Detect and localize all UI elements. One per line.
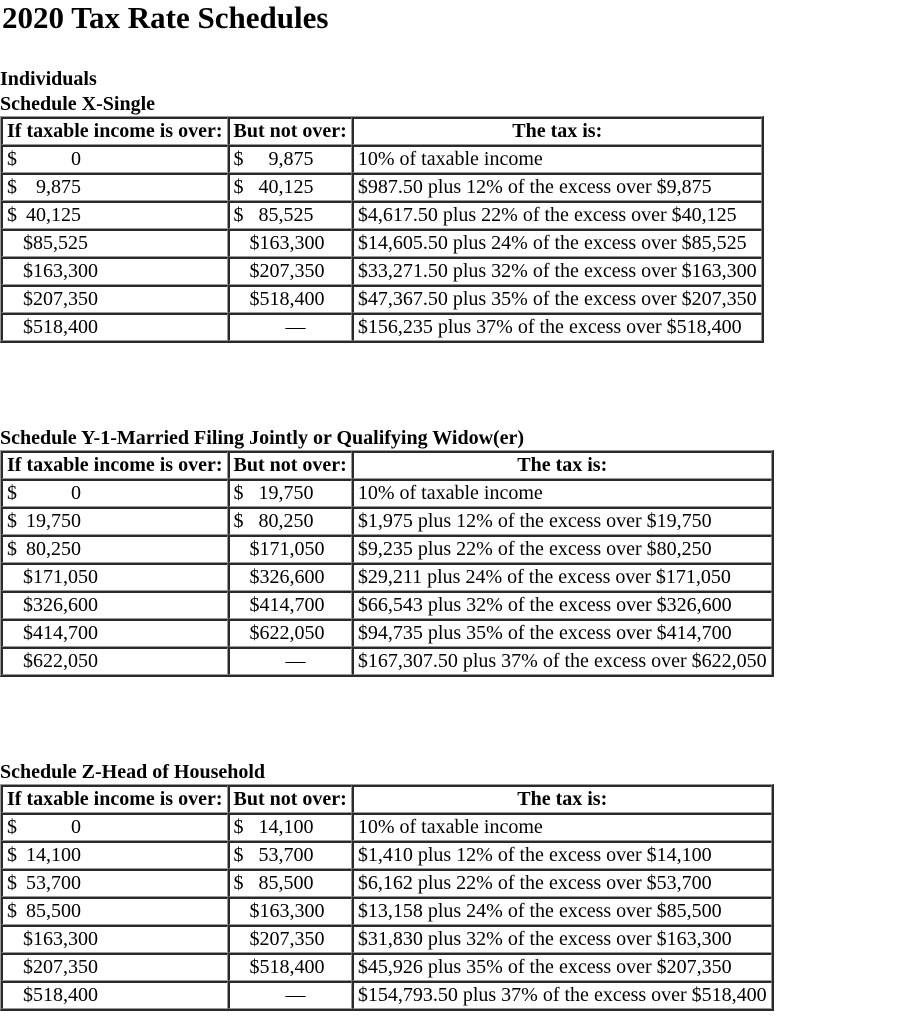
schedule-x [0, 92, 764, 343]
amount-value: $518,400 [249, 288, 325, 310]
header-but-not-over: But not over: [228, 117, 352, 145]
currency-symbol: $ [7, 844, 17, 866]
table-header-row [1, 785, 772, 813]
cell-income-over [1, 869, 228, 897]
amount-value: 9,875 [36, 176, 81, 198]
amount-value: 0 [71, 482, 81, 504]
cell-tax-is: $167,307.50 plus 37% of the excess over $622,050 [352, 647, 772, 675]
cell-but-not-over [228, 981, 352, 1009]
cell-income-over [1, 591, 228, 619]
table-row [1, 953, 772, 981]
cell-but-not-over [228, 257, 352, 285]
cell-but-not-over [228, 619, 352, 647]
cell-tax-is: $13,158 plus 24% of the excess over $85,500 [352, 897, 772, 925]
amount [7, 621, 98, 646]
table-row [1, 257, 762, 285]
cell-income-over [1, 535, 228, 563]
amount [234, 565, 325, 590]
cell-tax-is: $154,793.50 plus 37% of the excess over $518,400 [352, 981, 772, 1009]
table-row [1, 647, 772, 675]
currency-symbol: $ [233, 148, 244, 170]
amount [7, 927, 98, 952]
currency-symbol: $ [233, 510, 244, 532]
header-tax-is: The tax is: [352, 451, 772, 479]
amount [234, 815, 314, 840]
amount-value: $518,400 [23, 984, 98, 1006]
tax-rate-table [0, 116, 764, 343]
amount-value: $85,525 [23, 232, 88, 254]
amount-value: $414,700 [23, 622, 98, 644]
cell-but-not-over [228, 563, 352, 591]
cell-income-over [1, 173, 228, 201]
amount-value: $518,400 [23, 316, 98, 338]
currency-symbol: $ [233, 482, 244, 504]
section-heading: Individuals [0, 68, 97, 90]
table-row [1, 563, 772, 591]
header-but-not-over: But not over: [228, 451, 352, 479]
amount-value: 85,525 [258, 204, 314, 226]
table-row [1, 285, 762, 313]
amount [7, 593, 98, 618]
amount [7, 815, 81, 840]
amount-value: $171,050 [23, 566, 98, 588]
cell-but-not-over [228, 535, 352, 563]
table-row [1, 813, 772, 841]
table-row [1, 173, 762, 201]
cell-but-not-over [228, 813, 352, 841]
amount-value: 0 [71, 816, 81, 838]
cell-but-not-over [228, 591, 352, 619]
currency-symbol: $ [233, 872, 244, 894]
amount-value: 14,100 [258, 816, 314, 838]
currency-symbol: $ [7, 176, 17, 198]
header-income-over: If taxable income is over: [1, 117, 228, 145]
amount [234, 593, 325, 618]
amount [7, 315, 98, 340]
amount-value: $622,050 [249, 622, 325, 644]
table-row [1, 507, 772, 535]
cell-income-over [1, 479, 228, 507]
cell-but-not-over [228, 201, 352, 229]
header-but-not-over: But not over: [228, 785, 352, 813]
cell-but-not-over [228, 313, 352, 341]
amount-value: $163,300 [249, 900, 325, 922]
amount [7, 175, 81, 200]
amount [234, 649, 314, 674]
cell-but-not-over [228, 507, 352, 535]
cell-but-not-over [228, 285, 352, 313]
cell-tax-is: $66,543 plus 32% of the excess over $326,600 [352, 591, 772, 619]
cell-tax-is: $29,211 plus 24% of the excess over $171,050 [352, 563, 772, 591]
amount [234, 175, 314, 200]
amount [7, 899, 81, 924]
cell-but-not-over [228, 841, 352, 869]
schedule-title: Schedule Y-1-Married Filing Jointly or Qualifying Widow(er) [0, 427, 525, 449]
cell-but-not-over [228, 897, 352, 925]
amount [234, 955, 325, 980]
header-income-over: If taxable income is over: [1, 451, 228, 479]
amount-value: $163,300 [23, 928, 98, 950]
tax-rate-table [0, 784, 774, 1011]
amount [7, 509, 81, 534]
table-row [1, 981, 772, 1009]
currency-symbol: $ [7, 482, 17, 504]
amount [7, 481, 81, 506]
schedule-title: Schedule X-Single [0, 93, 156, 115]
amount-value: 14,100 [26, 844, 81, 866]
amount [7, 871, 81, 896]
header-income-over: If taxable income is over: [1, 785, 228, 813]
amount [234, 147, 314, 172]
amount-value: 53,700 [26, 872, 81, 894]
currency-symbol: $ [233, 844, 244, 866]
amount [234, 899, 325, 924]
schedule-y1 [0, 426, 774, 677]
currency-symbol: $ [7, 204, 17, 226]
amount [7, 843, 81, 868]
currency-symbol: $ [7, 510, 17, 532]
amount-value: $518,400 [249, 956, 325, 978]
cell-income-over [1, 619, 228, 647]
amount [234, 621, 325, 646]
amount-value: — [285, 316, 306, 338]
cell-tax-is: $31,830 plus 32% of the excess over $163,300 [352, 925, 772, 953]
cell-tax-is: 10% of taxable income [352, 479, 772, 507]
cell-income-over [1, 257, 228, 285]
amount [7, 147, 81, 172]
cell-tax-is: $156,235 plus 37% of the excess over $518,400 [352, 313, 762, 341]
currency-symbol: $ [233, 204, 244, 226]
amount [7, 565, 98, 590]
table-row [1, 925, 772, 953]
amount-value: $326,600 [23, 594, 98, 616]
amount [234, 231, 325, 256]
amount-value: $326,600 [249, 566, 325, 588]
cell-but-not-over [228, 145, 352, 173]
cell-tax-is: 10% of taxable income [352, 813, 772, 841]
amount [7, 983, 98, 1008]
cell-tax-is: $4,617.50 plus 22% of the excess over $40,125 [352, 201, 762, 229]
amount-value: 80,250 [26, 538, 81, 560]
cell-tax-is: $94,735 plus 35% of the excess over $414,700 [352, 619, 772, 647]
table-row [1, 897, 772, 925]
currency-symbol: $ [233, 816, 244, 838]
cell-income-over [1, 145, 228, 173]
amount [7, 537, 81, 562]
cell-income-over [1, 507, 228, 535]
currency-symbol: $ [7, 816, 17, 838]
cell-but-not-over [228, 229, 352, 257]
amount [7, 259, 98, 284]
amount [234, 927, 325, 952]
amount [7, 287, 98, 312]
cell-income-over [1, 897, 228, 925]
cell-tax-is: $9,235 plus 22% of the excess over $80,250 [352, 535, 772, 563]
cell-tax-is: $1,410 plus 12% of the excess over $14,100 [352, 841, 772, 869]
page-title: 2020 Tax Rate Schedules [2, 0, 329, 35]
cell-but-not-over [228, 953, 352, 981]
amount [234, 203, 314, 228]
cell-tax-is: $14,605.50 plus 24% of the excess over $85,525 [352, 229, 762, 257]
amount [234, 287, 325, 312]
tax-rate-table [0, 450, 774, 677]
amount-value: 80,250 [258, 510, 314, 532]
header-tax-is: The tax is: [352, 117, 762, 145]
cell-but-not-over [228, 173, 352, 201]
amount [234, 259, 325, 284]
amount [234, 509, 314, 534]
table-row [1, 535, 772, 563]
table-row [1, 229, 762, 257]
cell-tax-is: $987.50 plus 12% of the excess over $9,875 [352, 173, 762, 201]
schedule-z [0, 760, 774, 1011]
amount-value: $207,350 [249, 928, 325, 950]
amount [7, 649, 98, 674]
table-header-row [1, 451, 772, 479]
amount [234, 481, 314, 506]
amount-value: $163,300 [249, 232, 325, 254]
currency-symbol: $ [7, 872, 17, 894]
cell-tax-is: $6,162 plus 22% of the excess over $53,700 [352, 869, 772, 897]
table-row [1, 313, 762, 341]
amount-value: 85,500 [26, 900, 81, 922]
cell-but-not-over [228, 647, 352, 675]
currency-symbol: $ [233, 176, 244, 198]
table-row [1, 591, 772, 619]
table-row [1, 869, 772, 897]
cell-income-over [1, 981, 228, 1009]
cell-but-not-over [228, 869, 352, 897]
cell-income-over [1, 953, 228, 981]
amount-value: $163,300 [23, 260, 98, 282]
amount-value: — [285, 984, 306, 1006]
currency-symbol: $ [7, 148, 17, 170]
cell-income-over [1, 813, 228, 841]
amount-value: 0 [71, 148, 81, 170]
table-header-row [1, 117, 762, 145]
amount [234, 843, 314, 868]
schedule-title: Schedule Z-Head of Household [0, 761, 266, 783]
cell-income-over [1, 229, 228, 257]
amount-value: $414,700 [249, 594, 325, 616]
amount-value: $207,350 [249, 260, 325, 282]
cell-tax-is: $45,926 plus 35% of the excess over $207,350 [352, 953, 772, 981]
amount [234, 315, 314, 340]
amount [7, 231, 88, 256]
cell-tax-is: $1,975 plus 12% of the excess over $19,750 [352, 507, 772, 535]
amount-value: $207,350 [23, 956, 98, 978]
cell-but-not-over [228, 925, 352, 953]
cell-tax-is: $33,271.50 plus 32% of the excess over $163,300 [352, 257, 762, 285]
amount-value: $207,350 [23, 288, 98, 310]
amount-value: — [285, 650, 306, 672]
amount [7, 203, 81, 228]
amount-value: 9,875 [268, 148, 314, 170]
cell-tax-is: 10% of taxable income [352, 145, 762, 173]
cell-income-over [1, 201, 228, 229]
cell-income-over [1, 925, 228, 953]
amount-value: 85,500 [258, 872, 314, 894]
amount-value: 19,750 [258, 482, 314, 504]
table-row [1, 841, 772, 869]
table-row [1, 201, 762, 229]
amount [234, 871, 314, 896]
table-row [1, 145, 762, 173]
cell-income-over [1, 563, 228, 591]
cell-but-not-over [228, 479, 352, 507]
amount [234, 537, 325, 562]
table-row [1, 479, 772, 507]
currency-symbol: $ [7, 900, 17, 922]
amount-value: 40,125 [258, 176, 314, 198]
cell-income-over [1, 841, 228, 869]
header-tax-is: The tax is: [352, 785, 772, 813]
cell-tax-is: $47,367.50 plus 35% of the excess over $207,350 [352, 285, 762, 313]
amount-value: $171,050 [249, 538, 325, 560]
cell-income-over [1, 647, 228, 675]
cell-income-over [1, 285, 228, 313]
amount [234, 983, 314, 1008]
amount [7, 955, 98, 980]
amount-value: $622,050 [23, 650, 98, 672]
table-row [1, 619, 772, 647]
amount-value: 19,750 [26, 510, 81, 532]
amount-value: 53,700 [258, 844, 314, 866]
amount-value: 40,125 [26, 204, 81, 226]
cell-income-over [1, 313, 228, 341]
currency-symbol: $ [7, 538, 17, 560]
